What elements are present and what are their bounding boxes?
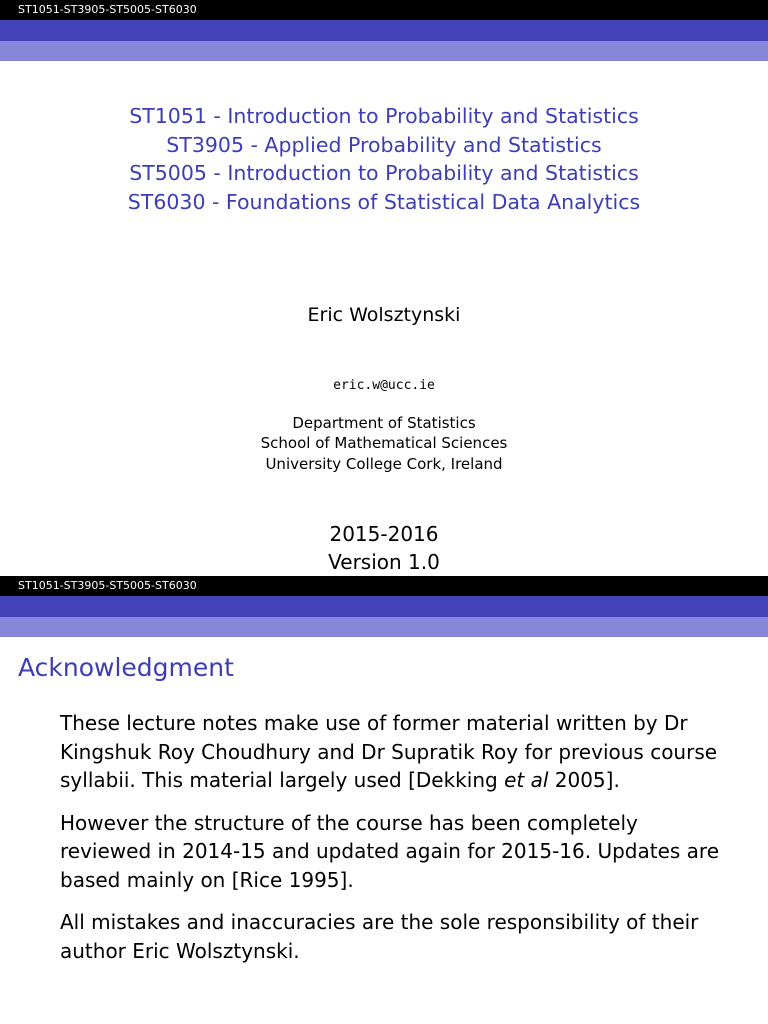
paragraph [60, 709, 728, 795]
course-title: ST5005 - Introduction to Probability and Statistics [129, 161, 639, 186]
author-email: eric.w@ucc.ie [333, 377, 435, 393]
slide-body [60, 709, 728, 965]
course-title: ST1051 - Introduction to Probability and Statistics [129, 104, 639, 128]
italic-text: et al [504, 768, 549, 792]
header-band-dark [0, 596, 768, 617]
frame-title: Acknowledgment [18, 653, 234, 682]
institution-line: School of Mathematical Sciences [260, 434, 508, 453]
paragraph-text: These lecture notes make use of former material written by Dr Kingshuk Roy Choudhury and Dr Supratik Roy for previous course syllabii. This material largely used [Dekking [60, 711, 718, 792]
header-band-light [0, 41, 768, 61]
paragraph: However the structure of the course has been completely reviewed in 2014-15 and updated again for 2015-16. Updates are based mainly on [Rice 1995]. [60, 810, 720, 892]
course-titles [0, 102, 768, 217]
institution [0, 413, 768, 475]
header-band-dark [0, 20, 768, 41]
header-band-light [0, 617, 768, 637]
course-title: ST3905 - Applied Probability and Statistics [166, 132, 602, 157]
paragraph-text: 2005]. [548, 768, 620, 792]
slide-header-bar: ST1051-ST3905-ST5005-ST6030 [0, 0, 768, 20]
acknowledgment-slide [0, 576, 768, 1024]
institution-line: University College Cork, Ireland [265, 454, 503, 473]
version-label: Version 1.0 [328, 550, 440, 575]
slide-header-bar: ST1051-ST3905-ST5005-ST6030 [0, 576, 768, 596]
date-version [0, 520, 768, 576]
institution-line: Department of Statistics [292, 413, 476, 432]
academic-year: 2015-2016 [329, 522, 439, 547]
paragraph: All mistakes and inaccuracies are the sole responsibility of their author Eric Wolsztynski. [60, 910, 699, 963]
course-title: ST6030 - Foundations of Statistical Data Analytics [127, 190, 641, 215]
author-name: Eric Wolsztynski [307, 303, 461, 326]
